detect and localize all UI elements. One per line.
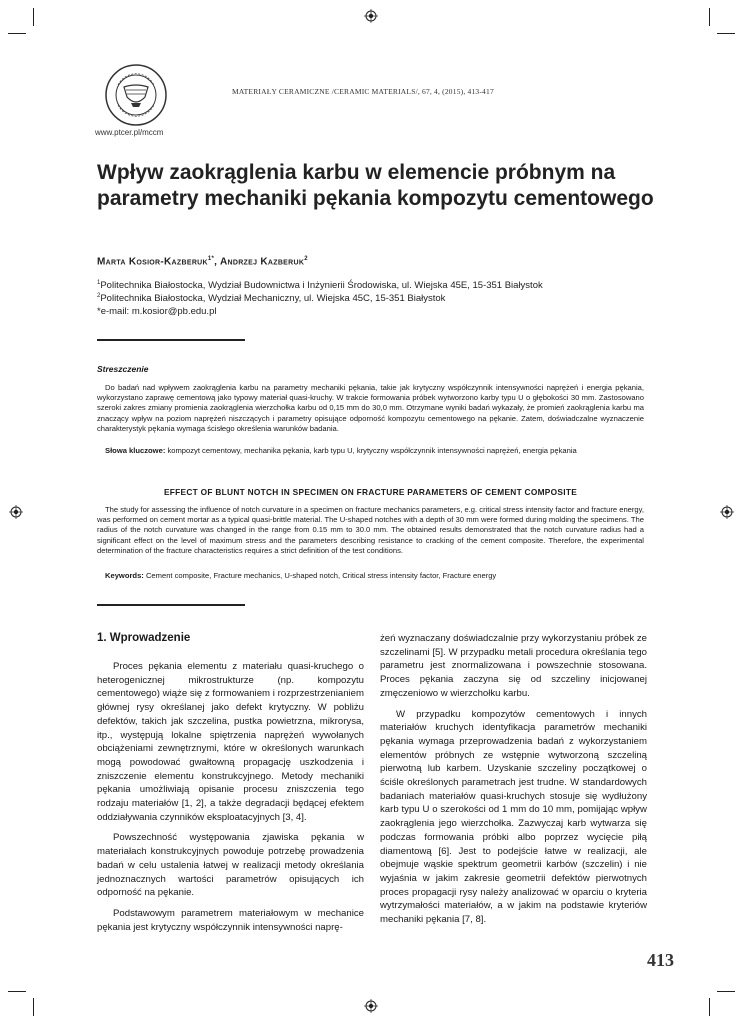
crop-mark-top-right-h (717, 33, 735, 34)
paragraph-gap (380, 701, 647, 708)
keywords-pl-text: kompozyt cementowy, mechanika pękania, karb typu U, krytyczny współczynnik intensywności naprężeń, energia pękania (165, 446, 577, 455)
registration-mark-left-icon (9, 505, 23, 519)
crop-mark-bottom-left-v (33, 998, 34, 1016)
journal-url[interactable]: www.ptcer.pl/mccm (95, 128, 164, 137)
society-logo-icon (104, 63, 168, 127)
keywords-pl (97, 446, 644, 456)
page-number: 413 (647, 950, 674, 970)
keywords-en (97, 571, 644, 581)
paragraph: Podstawowym parametrem materiałowym w mechanice pękania jest krytyczny współczynnik intensywności naprę- (97, 907, 364, 933)
crop-mark-top-right-v (709, 8, 710, 26)
divider-top (97, 339, 245, 341)
affiliation-2-sup: 2 (97, 293, 101, 299)
abstract-pl-text: Do badań nad wpływem zaokrąglenia karbu na parametry mechaniki pękania, takie jak krytyczny współczynnik intensywności naprężeń i energia pękania, wykorzystano zaprawę cementową jako typowy materiał quasi-kruchy. W trakcie formowania próbek wytworzono karby typu U o głębokości 30 mm. Zastosowano szeroki zakres zmiany promienia zaokrąglenia wierzchołka karbu od 0,15 mm do 30,0 mm. Otrzymane wyniki badań wykazały, że promień zaokrąglenia karbu ma znaczący wpływ na poziom naprężeń niszczących i parametry opisujące odporność kompozytu cementowego na pękanie. Zatem, doświadczalne wyznaczenie charakterystyk pękania wymaga ścisłego określenia warunków badania. (97, 383, 644, 433)
registration-mark-bottom-icon (364, 999, 378, 1013)
abstract-en-text: The study for assessing the influence of notch curvature in a specimen on fracture mechanics parameters, e.g. critical stress intensity factor and fracture energy, was performed on cement mortar as a typical quasi-brittle material. The U-shaped notches with a depth of 30 mm were formed during molding the specimens. The radius of the notch curvature was changed in the range from 0.15 mm to 30.0 mm. The obtained results demonstrated that the notch curvature radius had a significant effect on the level of maximum stress and the parameters describing resistance to cracking of the cement composite. Therefore, the experimental determination of the fracture characteristics requires a strict definition of the test conditions. (97, 505, 644, 555)
registration-mark-right-icon (720, 505, 734, 519)
abstract-pl-heading: Streszczenie (97, 364, 149, 374)
article-title: Wpływ zaokrąglenia karbu w elemencie próbnym na parametry mechaniki pękania kompozytu cementowego (97, 161, 654, 210)
affiliation-2 (97, 293, 445, 304)
keywords-en-text: Cement composite, Fracture mechanics, U-shaped notch, Critical stress intensity factor, Fracture energy (143, 571, 497, 580)
author-list (97, 256, 308, 267)
crop-mark-top-left-v (33, 8, 34, 26)
crop-mark-bottom-left-h (8, 991, 26, 992)
paragraph-gap (97, 900, 364, 907)
paragraph: W przypadku kompozytów cementowych i innych materiałów kruchych identyfikacja parametrów mechaniki pękania wymaga przeprowadzenia badań z wykorzystaniem elementów próbnych ze wstępnie wytworzoną szczeliną pierwotną lub karbem. Uzyskanie szczeliny początkowej o ściśle określonych parametrach jest trudne. W standardowych badaniach materiałów quasi-kruchych stosuje się wydłużony karb typu U o szerokości od 1 mm do 10 mm, pomijając wpływ zaokrąglenia jego wierzchołka. Zazwyczaj karb wytwarza się podczas formowania próbki albo poprzez wycięcie piłą diamentową [6]. Jest to podejście łatwe w realizacji, ale obejmuje wąskie spektrum geometrii karbów (szczelin) i nie wyjaśnia w jakim zakresie geometrii defektów pierwotnych proces propagacji rysy należy analizować w oparciu o kryteria wytrzymałości materiałów, a w jakim na podstawie kryteriów mechaniki pękania [7, 8]. (380, 708, 647, 926)
registration-mark-top-icon (364, 9, 378, 23)
column-left (97, 660, 364, 934)
section-heading-introduction: 1. Wprowadzenie (97, 632, 191, 644)
author-2: Andrzej Kazberuk (219, 256, 305, 268)
affiliation-2-text: Politechnika Białostocka, Wydział Mechaniczny, ul. Wiejska 45C, 15-351 Białystok (100, 293, 446, 305)
english-title: EFFECT OF BLUNT NOTCH IN SPECIMEN ON FRACTURE PARAMETERS OF CEMENT COMPOSITE (163, 487, 578, 497)
divider-middle (97, 604, 245, 606)
keywords-pl-label: Słowa kluczowe: (105, 446, 166, 455)
author-separator: , (214, 256, 220, 268)
affiliation-1-sup: 1 (97, 280, 101, 286)
keywords-en-label: Keywords: (105, 571, 144, 580)
paragraph: Powszechność występowania zjawiska pękania w materiałach konstrukcyjnych powoduje potrzebę prowadzenia badań w celu ustalenia łatwej w realizacji metody określania jednoznacznych wartości parametrów opisujących ich odporność na pękanie. (97, 832, 364, 899)
paragraph-gap (97, 824, 364, 831)
crop-mark-bottom-right-h (717, 991, 735, 992)
column-right (380, 632, 647, 927)
author-2-sup: 2 (304, 256, 308, 262)
journal-citation: MATERIAŁY CERAMICZNE /CERAMIC MATERIALS/, 67, 4, (2015), 413-417 (232, 87, 494, 96)
paragraph: żeń wyznaczany doświadczalnie przy wykorzystaniu próbek ze szczelinami [5]. W przypadku metali procedura określania tego parametru jest znormalizowana i powszechnie stosowana. Proces pękania zaczyna się od szczeliny inicjowanej zmęczeniowo w wierzchołku karbu. (380, 633, 647, 699)
paragraph: Proces pękania elementu z materiału quasi-kruchego o heterogenicznej mikrostrukturze (np. kompozytu cementowego) wiąże się z formowaniem i rozprzestrzenianiem głównej rysy określanej jako defekt krytyczny. W pobliżu defektów, takich jak szczelina, pustka powietrzna, mikrorysa, itp., występują lokalne spiętrzenia naprężeń wywołanych obciążeniami zewnętrznymi, które w określonych warunkach mogą powodować gwałtowną propagację uszkodzenia i zniszczenie elementu konstrukcyjnego. Metody mechaniki pękania umożliwiają opisanie procesu zniszczenia tego rodzaju materiałów [1, 2], a także degradacji będącej efektem oddziaływania czynników eksploatacyjnych [3, 4]. (97, 661, 364, 823)
author-1: Marta Kosior-Kazberuk (97, 256, 208, 268)
affiliation-1 (97, 280, 543, 291)
author-1-sup: 1* (207, 256, 215, 262)
crop-mark-top-left-h (8, 33, 26, 34)
corresponding-email[interactable]: *e-mail: m.kosior@pb.edu.pl (97, 306, 217, 317)
affiliation-1-text: Politechnika Białostocka, Wydział Budownictwa i Inżynierii Środowiska, ul. Wiejska 45E, 15-351 Białystok (100, 280, 543, 292)
crop-mark-bottom-right-v (709, 998, 710, 1016)
